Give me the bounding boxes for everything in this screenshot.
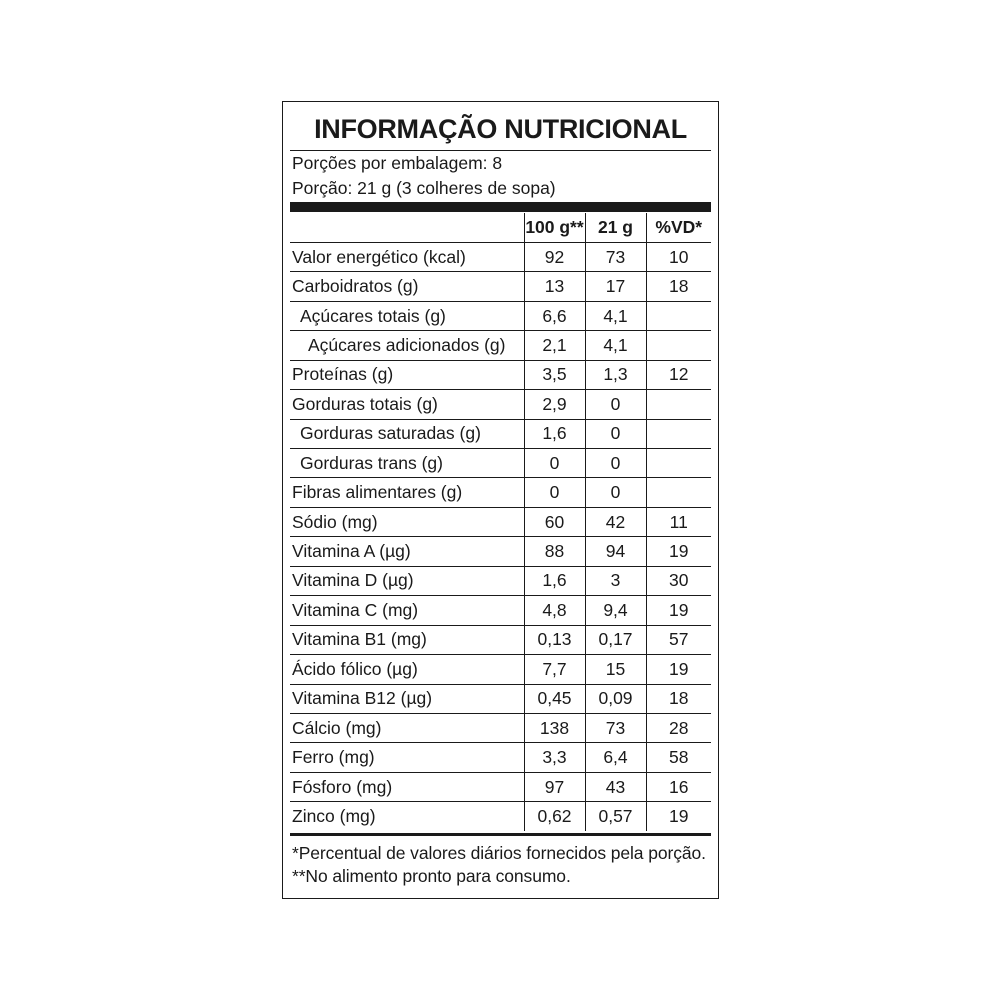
value-per-100g: 4,8: [524, 596, 585, 625]
nutrient-name: Gorduras totais (g): [290, 390, 524, 419]
value-per-serving: 0: [585, 478, 646, 507]
value-daily-percent: 28: [646, 713, 711, 742]
servings-per-package: Porções por embalagem: 8: [292, 153, 503, 173]
value-per-serving: 17: [585, 272, 646, 301]
title-divider: [290, 150, 711, 151]
value-per-serving: 9,4: [585, 596, 646, 625]
value-daily-percent: 19: [646, 596, 711, 625]
value-daily-percent: 10: [646, 242, 711, 271]
value-daily-percent: [646, 449, 711, 478]
value-daily-percent: 19: [646, 802, 711, 831]
nutrient-name: Vitamina B12 (µg): [290, 684, 524, 713]
table-header-row: [290, 213, 711, 242]
value-per-100g: 0,45: [524, 684, 585, 713]
value-per-serving: 42: [585, 507, 646, 536]
value-daily-percent: 16: [646, 772, 711, 801]
table-row: [290, 449, 711, 478]
serving-divider: [290, 202, 711, 212]
nutrient-name: Cálcio (mg): [290, 713, 524, 742]
value-daily-percent: 57: [646, 625, 711, 654]
table-row: [290, 507, 711, 536]
value-per-serving: 4,1: [585, 331, 646, 360]
table-row: [290, 596, 711, 625]
nutrient-name: Zinco (mg): [292, 806, 376, 827]
value-daily-percent: 58: [646, 743, 711, 772]
nutrient-name: Açúcares adicionados (g): [290, 331, 524, 360]
table-row: [290, 419, 711, 448]
table-row: [290, 684, 711, 713]
value-per-100g: 0: [524, 478, 585, 507]
value-per-100g: 1,6: [524, 566, 585, 595]
table-row: [290, 331, 711, 360]
value-per-100g: 60: [524, 507, 585, 536]
table-row: [290, 743, 711, 772]
value-per-serving: 0,57: [585, 802, 646, 831]
value-per-100g: 138: [524, 713, 585, 742]
label-title: INFORMAÇÃO NUTRICIONAL: [314, 114, 687, 144]
value-daily-percent: [646, 331, 711, 360]
value-daily-percent: 18: [646, 272, 711, 301]
value-per-serving: 0,17: [585, 625, 646, 654]
table-row: [290, 713, 711, 742]
value-per-serving: 0: [585, 419, 646, 448]
value-per-100g: 2,1: [524, 331, 585, 360]
nutrient-name: Fibras alimentares (g): [290, 478, 524, 507]
table-row: [290, 625, 711, 654]
value-per-100g: 2,9: [524, 390, 585, 419]
header-per-serving: 21 g: [585, 213, 646, 242]
value-per-100g: 7,7: [524, 655, 585, 684]
value-per-serving: 4,1: [585, 301, 646, 330]
value-per-100g: 92: [524, 242, 585, 271]
header-daily-value: %VD*: [646, 213, 711, 242]
value-per-100g: 3,5: [524, 360, 585, 389]
value-per-serving: 43: [585, 772, 646, 801]
value-per-serving: 0,09: [585, 684, 646, 713]
value-per-serving: 0: [585, 390, 646, 419]
table-row: [290, 242, 711, 271]
nutrient-name: Valor energético (kcal): [290, 242, 524, 271]
table-row: [290, 360, 711, 389]
value-daily-percent: 19: [646, 537, 711, 566]
value-per-serving: 1,3: [585, 360, 646, 389]
table-row: [290, 390, 711, 419]
value-per-serving: 0: [585, 449, 646, 478]
header-nutrient: [290, 213, 524, 242]
nutrient-name: Sódio (mg): [290, 507, 524, 536]
nutrient-name: Vitamina A (µg): [290, 537, 524, 566]
value-per-serving: 15: [585, 655, 646, 684]
value-daily-percent: 12: [646, 360, 711, 389]
nutrient-name: Proteínas (g): [290, 360, 524, 389]
value-daily-percent: 30: [646, 566, 711, 595]
table-row: [290, 537, 711, 566]
table-row: [290, 655, 711, 684]
nutrient-name: Vitamina D (µg): [290, 566, 524, 595]
nutrient-name: Fósforo (mg): [290, 772, 524, 801]
value-per-100g: 88: [524, 537, 585, 566]
nutrient-name: Vitamina C (mg): [290, 596, 524, 625]
table-row: [290, 802, 711, 831]
table-row: [290, 566, 711, 595]
nutrient-name: Açúcares totais (g): [290, 301, 524, 330]
nutrient-name: Ácido fólico (µg): [290, 655, 524, 684]
value-per-100g: 3,3: [524, 743, 585, 772]
table-row: [290, 772, 711, 801]
nutrient-name: Gorduras saturadas (g): [290, 419, 524, 448]
nutrient-name: Ferro (mg): [290, 743, 524, 772]
value-daily-percent: [646, 301, 711, 330]
nutrition-label: [282, 101, 719, 899]
serving-size: Porção: 21 g (3 colheres de sopa): [292, 178, 556, 198]
table-row: [290, 272, 711, 301]
value-per-100g: 97: [524, 772, 585, 801]
value-per-serving: 6,4: [585, 743, 646, 772]
value-daily-percent: [646, 390, 711, 419]
value-daily-percent: 18: [646, 684, 711, 713]
nutrient-name: Gorduras trans (g): [290, 449, 524, 478]
value-per-serving: 3: [585, 566, 646, 595]
nutrient-name: Vitamina B1 (mg): [290, 625, 524, 654]
table-row: [290, 301, 711, 330]
nutrient-name: Carboidratos (g): [290, 272, 524, 301]
value-daily-percent: 11: [646, 507, 711, 536]
value-per-serving: 73: [585, 713, 646, 742]
value-daily-percent: [646, 419, 711, 448]
footnote-ready-to-eat: **No alimento pronto para consumo.: [292, 866, 571, 886]
value-daily-percent: [646, 478, 711, 507]
value-per-100g: 1,6: [524, 419, 585, 448]
footnote-daily-value: *Percentual de valores diários fornecidos pela porção.: [292, 843, 706, 863]
value-per-serving: 73: [585, 242, 646, 271]
value-per-100g: 0,13: [524, 625, 585, 654]
table-bottom-divider: [290, 833, 711, 836]
header-per-100g: 100 g**: [524, 213, 585, 242]
nutrition-table: [290, 213, 711, 831]
value-per-100g: 13: [524, 272, 585, 301]
value-daily-percent: 19: [646, 655, 711, 684]
value-per-serving: 94: [585, 537, 646, 566]
value-per-100g: 0: [524, 449, 585, 478]
value-per-100g: 6,6: [524, 301, 585, 330]
value-per-100g: 0,62: [524, 802, 585, 831]
table-row: [290, 478, 711, 507]
